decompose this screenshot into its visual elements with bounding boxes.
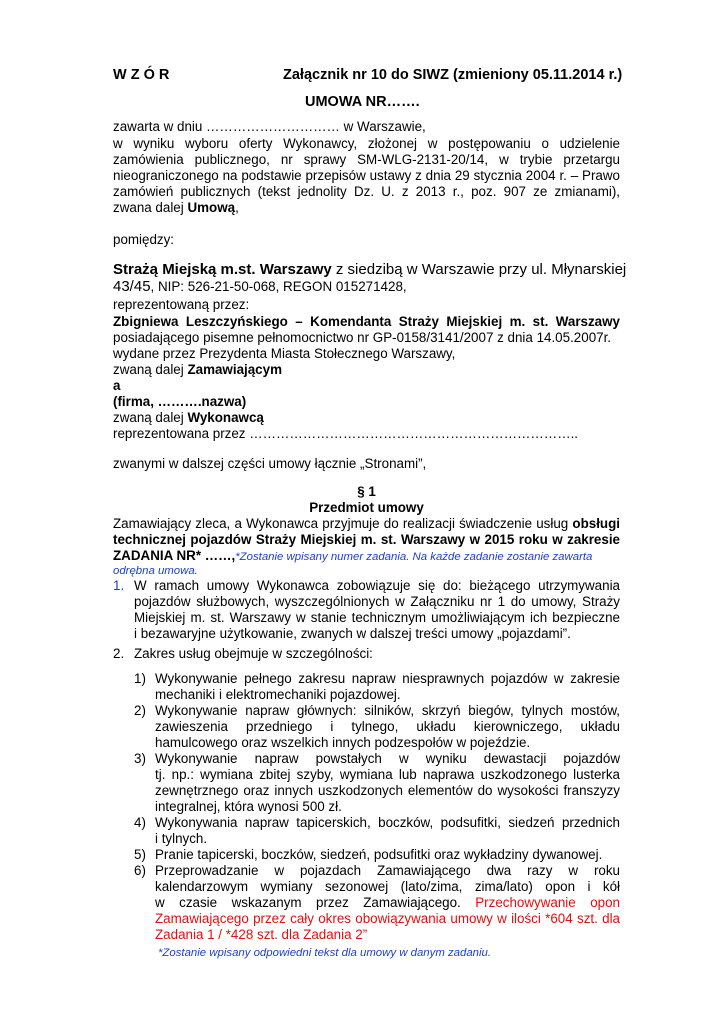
intro-line-1: zawarta w dniu ………………………… w Warszawie, [113,119,426,134]
task-number-placeholder: ZADANIA NR* ……, [113,548,236,563]
sm-line-1 [113,262,626,278]
sub-3-line-2: tj. np.: wymiana zbitej szyby, wymiana lub naprawa uszkodzonego lusterka [155,767,620,782]
sub-6-line-3 [155,895,620,911]
firm-placeholder: (firma, ……….nazwa) [113,394,247,409]
sub-4-line-1: Wykonywania napraw tapicerskich, boczków, podsufitki, siedzeń przednich [155,815,620,830]
sub-6-line-4: Zamawiającego przez cały okres obowiązywania umowy w ilości *604 szt. dla [155,911,620,926]
called-wyk-bold: Wykonawcą [187,410,264,425]
between-label: pomiędzy: [113,232,175,247]
intro-called-comma: , [235,200,239,215]
item-2-line-1: Zakres usług obejmuje w szczególności: [134,646,373,661]
sub-3-line-3: zewnętrznego oraz innych uszkodzonych elementów do wysokości franszyzy [155,783,620,798]
sub-6-note: *Zostanie wpisany odpowiedni tekst dla umowy w danym zadaniu. [158,947,492,959]
sub-1-line-2: mechaniki i elektromechaniki pojazdowej. [155,687,401,702]
sub-6-line-3-text: w czasie wskazanym przez Zamawiającego. [155,895,476,910]
section-1-title: Przedmiot umowy [309,500,424,515]
sub-6-line-5: Zadania 1 / *428 szt. dla Zadania 2” [155,927,368,942]
intro-line-3: zamówienia publicznego, nr sprawy SM-WLG-2131-20/14, w trybie przetargu [113,152,620,167]
sub-1-line-1: Wykonywanie pełnego zakresu napraw niesprawnych pojazdów w zakresie [155,671,620,686]
called-wyk-text: zwaną dalej [113,410,188,425]
sub-6-line-2: kalendarzowym wymiany sezonowej (lato/zima, zima/lato) opon i kół [155,879,620,894]
sub-4-number: 4) [134,815,146,830]
task-note: *Zostanie wpisany numer zadania. Na każde zadanie zostanie zawarta [235,551,593,563]
called-zam-text: zwaną dalej [113,362,188,377]
s1-p-bold: obsługi [572,516,620,531]
section-1-number: § 1 [357,484,376,499]
sub-3-line-4: integralnej, która wynosi 500 zł. [155,799,342,814]
item-1-line-3: Miejskiej m. st. Warszawy w stanie technicznym umożliwiającym ich bezpieczne [134,610,620,625]
sub-5-line-1: Pranie tapicerski, boczków, siedzeń, podsufitki oraz wykładziny dywanowej. [155,847,603,862]
sm-name: Strażą Miejską m.st. Warszawy [113,261,332,278]
called-wyk-line [113,410,264,426]
sub-2-line-2: zawieszenia przedniego i tylnego, układu kierowniczego, układu [155,719,620,734]
sub-6-line-1: Przeprowadzanie w pojazdach Zamawiającego dwa razy w roku [155,863,620,878]
sub-2-line-1: Wykonywanie napraw głównych: silników, skrzyń biegów, tylnych mostów, [155,703,620,718]
intro-line-2: w wyniku wyboru oferty Wykonawcy, złożonej w postępowaniu o udzielenie [113,136,620,151]
sub-4-line-2: i tylnych. [155,831,208,846]
rep-line-3: wydane przez Prezydenta Miasta Stołecznego Warszawy, [113,346,456,361]
item-1-line-4: i bezawaryjne użytkowanie, zwanych w dalszej treści umowy „pojazdami”. [134,626,571,641]
sm-line-2 [113,279,407,295]
called-zam-bold: Zamawiającym [187,362,282,377]
sm-address: 43/45 [113,278,151,295]
sub-2-number: 2) [134,703,146,718]
attachment-label: Załącznik nr 10 do SIWZ (zmieniony 05.11.2014 r.) [283,67,623,83]
sub-3-line-1: Wykonywanie napraw powstałych w wyniku dewastacji pojazdów [155,751,620,766]
item-2-number: 2. [113,646,125,661]
sub-5-number: 5) [134,847,146,862]
s1-p-line-2: technicznej pojazdów Straży Miejskiej m. st. Warszawy w 2015 roku w zakresie [113,532,620,547]
sm-seat: z siedzibą w Warszawie przy ul. Młynarskiej [331,261,627,278]
intro-called-bold: Umową [187,200,236,215]
s1-p-line-1 [113,516,620,532]
intro-called-text: zwana dalej [113,200,188,215]
rep-line-2: posiadającego pisemne pełnomocnictwo nr GP-0158/3141/2007 z dnia 14.05.2007r. [113,330,612,345]
together-line: zwanymi w dalszej części umowy łącznie „Stronami”, [113,456,427,471]
sub-2-line-3: hamulcowego oraz wszelkich innych podzespołów w pojeździe. [155,735,531,750]
represented-label: reprezentowaną przez: [113,297,250,312]
sub-1-number: 1) [134,671,146,686]
sub-6-line-3-red: Przechowywanie opon [475,895,620,910]
and-label: a [113,378,121,393]
wzor-label: W Z Ó R [113,67,170,83]
called-zam-line [113,362,282,378]
represented-2: reprezentowana przez ……………………………………………………………….. [113,426,579,441]
intro-line-5: zamówień publicznych (tekst jednolity Dz. U. z 2013 r., poz. 907 ze zmianami), [113,184,620,199]
s1-p-text: Zamawiający zleca, a Wykonawca przyjmuje do realizacji świadczenie usług [113,516,573,531]
item-1-number: 1. [113,578,125,593]
task-note-2: odrębna umowa. [113,565,198,577]
rep-name: Zbigniewa Leszczyńskiego – Komendanta Straży Miejskiej m. st. Warszawy [113,314,620,329]
sm-ids: , NIP: 526-21-50-068, REGON 015271428, [150,279,407,294]
intro-line-6 [113,200,239,216]
sub-3-number: 3) [134,751,146,766]
sub-6-number: 6) [134,863,146,878]
item-1-line-1: W ramach umowy Wykonawca zobowiązuje się do: bieżącego utrzymywania [134,578,620,593]
intro-line-4: nieograniczonego na podstawie przepisów ustawy z dnia 29 stycznia 2004 r. – Prawo [113,168,620,183]
item-1-line-2: pojazdów służbowych, wyszczególnionych w Załączniku nr 1 do umowy, Straży [134,594,620,609]
contract-title: UMOWA NR……. [305,94,420,110]
